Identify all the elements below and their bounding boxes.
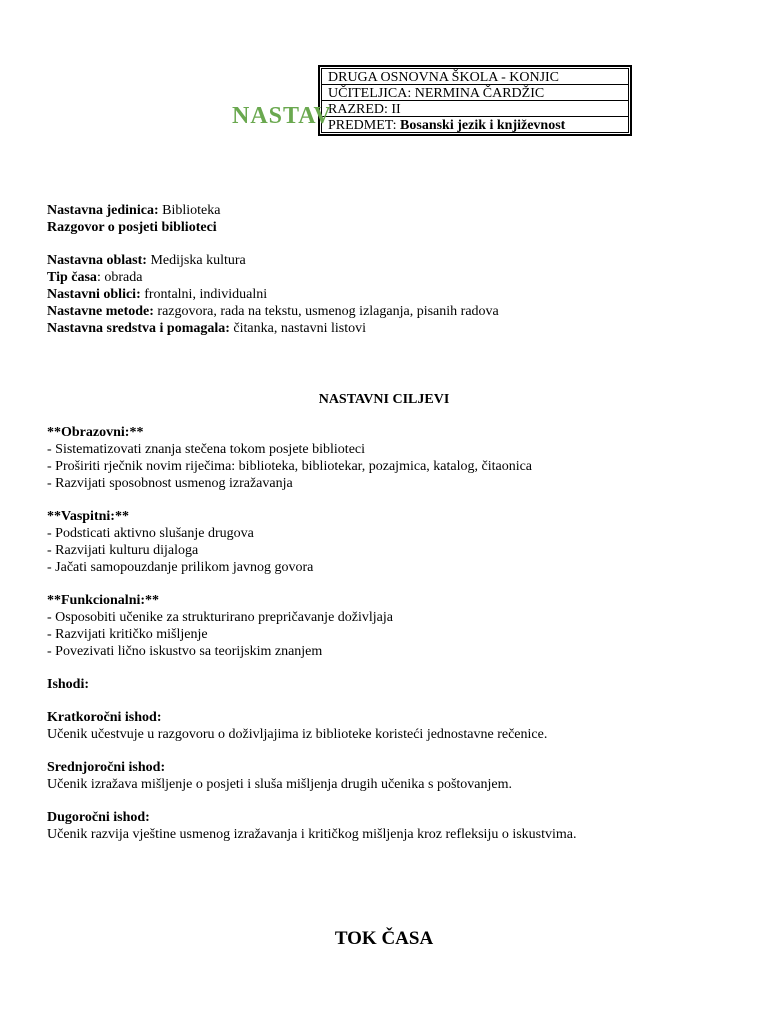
type-line [47, 269, 727, 286]
methods-label: Nastavne metode: [47, 304, 154, 319]
upbringing-goal: - Razvijati kulturu dijaloga [47, 543, 199, 558]
mid-outcome-text: Učenik izražava mišljenje o posjeti i sluša mišljenja drugih učenika s poštovanjem. [47, 777, 512, 792]
subject [321, 117, 629, 133]
forms-value: frontalni, individualni [144, 287, 268, 302]
school-info-table [318, 65, 632, 136]
subject-value: Bosanski jezik i književnost [400, 118, 566, 133]
type-label: Tip časa [47, 270, 97, 285]
long-outcome-label: Dugoročni ishod: [47, 810, 150, 825]
unit-line [47, 202, 727, 219]
long-outcome-text: Učenik razvija vještine usmenog izražavanja i kritičkog mišljenja kroz refleksiju o iskustvima. [47, 827, 577, 842]
educational-goal: - Sistematizovati znanja stečena tokom posjete biblioteci [47, 442, 366, 457]
methods-line [47, 303, 727, 320]
unit-value: Biblioteka [162, 203, 221, 218]
type-value: : obrada [96, 270, 143, 285]
functional-heading: **Funkcionalni:** [47, 593, 160, 608]
functional-goal: - Povezivati lično iskustvo sa teorijskim znanjem [47, 644, 323, 659]
short-outcome-text: Učenik učestvuje u razgovoru o doživljajima iz biblioteke koristeći jednostavne rečenice. [47, 727, 548, 742]
unit-label: Nastavna jedinica: [47, 203, 159, 218]
area-line [47, 252, 727, 269]
methods-value: razgovora, rada na tekstu, usmenog izlaganja, pisanih radova [157, 304, 499, 319]
educational-goal: - Razvijati sposobnost usmenog izražavanja [47, 476, 293, 491]
document-title: NASTAV [232, 103, 332, 129]
functional-goal: - Razvijati kritičko mišljenje [47, 627, 208, 642]
educational-heading: **Obrazovni:** [47, 425, 144, 440]
lesson-flow-heading: TOK ČASA [334, 928, 434, 949]
upbringing-heading: **Vaspitni:** [47, 509, 129, 524]
means-line [47, 320, 727, 337]
school-name: DRUGA OSNOVNA ŠKOLA - KONJIC [321, 68, 629, 85]
educational-goal: - Proširiti rječnik novim riječima: biblioteka, bibliotekar, pozajmica, katalog, čitaonica [47, 459, 533, 474]
lesson-plan-body [47, 202, 727, 843]
short-outcome-label: Kratkoročni ishod: [47, 710, 162, 725]
forms-label: Nastavni oblici: [47, 287, 141, 302]
area-value: Medijska kultura [150, 253, 246, 268]
upbringing-goal: - Podsticati aktivno slušanje drugova [47, 526, 254, 541]
grade: RAZRED: II [321, 101, 629, 117]
functional-goal: - Osposobiti učenike za strukturirano prepričavanje doživljaja [47, 610, 393, 625]
area-label: Nastavna oblast: [47, 253, 147, 268]
outcomes-heading: Ishodi: [47, 677, 90, 692]
goals-heading: NASTAVNI CILJEVI [318, 392, 450, 407]
means-label: Nastavna sredstva i pomagala: [47, 321, 230, 336]
upbringing-goal: - Jačati samopouzdanje prilikom javnog govora [47, 560, 314, 575]
lesson-topic: Razgovor o posjeti biblioteci [47, 220, 217, 235]
subject-label: PREDMET: [328, 118, 397, 133]
means-value: čitanka, nastavni listovi [233, 321, 367, 336]
forms-line [47, 286, 727, 303]
mid-outcome-label: Srednjoročni ishod: [47, 760, 166, 775]
teacher-name: UČITELJICA: NERMINA ČARDŽIC [321, 85, 629, 101]
